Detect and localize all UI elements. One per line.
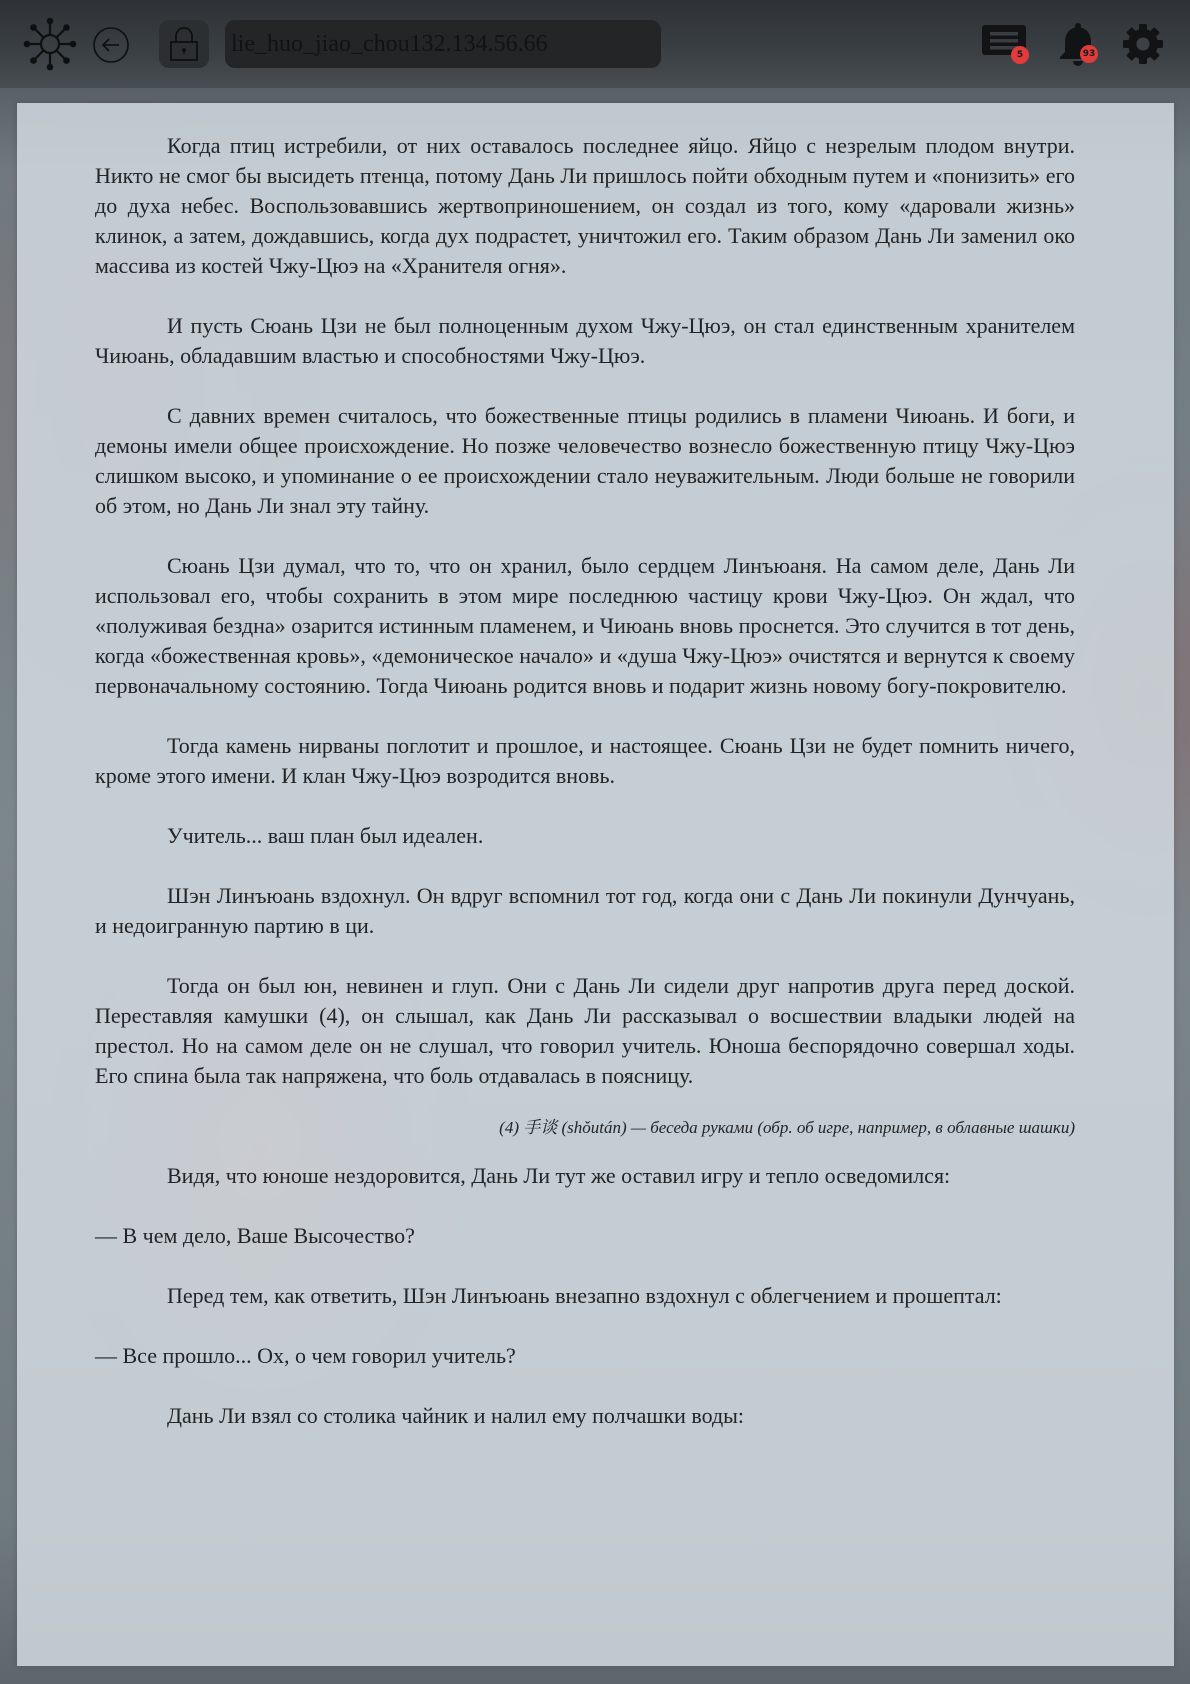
paragraph: С давних времен считалось, что божественные птицы родились в пламени Чиюань. И боги, и демоны имели общее происхождение. Но позже человечество вознесло божественную птицу Чжу-Цюэ слишком высоко, и упоминание о ее происхождении стало неуважительным. Люди больше не говорили об этом, но Дань Ли знал эту тайну. [95, 403, 1075, 518]
paragraph: Когда птиц истребили, от них оставалось последнее яйцо. Яйцо с незрелым плодом внутри. Никто не смог бы высидеть птенца, потому Дань Ли пришлось пойти обходным путем и «понизить» его до духа небес. Воспользовавшись жертвоприношением, он создал из того, кому «даровали жизнь» клинок, а затем, дождавшись, когда дух подрастет, уничтожил его. Таким образом Дань Ли заменил око массива из костей Чжу-Цюэ на «Хранителя огня». [95, 133, 1075, 278]
top-toolbar [0, 0, 1190, 88]
paragraph: Дань Ли взял со столика чайник и налил ему полчашки воды: [167, 1403, 745, 1428]
arrow-left-circle-icon [92, 26, 130, 64]
reader-page [17, 103, 1174, 1666]
chapter-text [95, 131, 1075, 1461]
dialog-line: — В чем дело, Ваше Высочество? [95, 1223, 415, 1248]
back-button[interactable] [92, 26, 130, 64]
settings-button[interactable] [1120, 20, 1166, 68]
dialog-line: — Все прошло... Ох, о чем говорил учитель? [95, 1343, 516, 1368]
paragraph: Перед тем, как ответить, Шэн Линъюань внезапно вздохнул с облегчением и прошептал: [167, 1283, 1002, 1308]
paragraph: Тогда он был юн, невинен и глуп. Они с Дань Ли сидели друг напротив друга перед доской. Переставляя камушки (4), он слышал, как Дань Ли рассказывал о восшествии владыки людей на престол. Но на самом деле он не слушал, что говорил учитель. Юноша беспорядочно совершал ходы. Его спина была так напряжена, что боль отдавалась в поясницу. [95, 973, 1075, 1088]
paragraph: Шэн Линъюань вздохнул. Он вдруг вспомнил тот год, когда они с Дань Ли покинули Дунчуань, и недоигранную партию в ци. [95, 883, 1075, 938]
paragraph: Сюань Цзи думал, что то, что он хранил, было сердцем Линъюаня. На самом деле, Дань Ли использовал его, чтобы сохранить в этом мире последнюю частицу крови Чжу-Цюэ. Он ждал, что «полуживая бездна» озарится истинным пламенем, и Чиюань вновь проснется. Это случится в тот день, когда «божественная кровь», «демоническое начало» и «душа Чжу-Цюэ» очистятся и вернутся к своему первоначальному состоянию. Тогда Чиюань родится вновь и подарит жизнь новому богу-покровителю. [95, 553, 1075, 698]
paragraph: И пусть Сюань Цзи не был полноценным духом Чжу-Цюэ, он стал единственным хранителем Чиюань, обладавшим властью и способностями Чжу-Цюэ. [95, 313, 1075, 368]
notifications-count-badge: 93 [1080, 45, 1098, 63]
paragraph: Учитель... ваш план был идеален. [167, 823, 484, 848]
gear-icon [1121, 22, 1165, 66]
lock-button[interactable] [159, 20, 209, 68]
footnote: (4) 手谈 (shǒután) — беседа руками (обр. об игре, например, в облавные шашки) [499, 1118, 1075, 1137]
network-hub-icon[interactable] [22, 16, 78, 72]
lock-icon [167, 26, 201, 62]
paragraph: Тогда камень нирваны поглотит и прошлое, и настоящее. Сюань Цзи не будет помнить ничего, кроме этого имени. И клан Чжу-Цюэ возродится вновь. [95, 733, 1075, 788]
messages-count-badge: 5 [1011, 46, 1029, 64]
address-input[interactable] [225, 20, 661, 68]
paragraph: Видя, что юноше нездоровится, Дань Ли тут же оставил игру и тепло осведомился: [167, 1163, 951, 1188]
